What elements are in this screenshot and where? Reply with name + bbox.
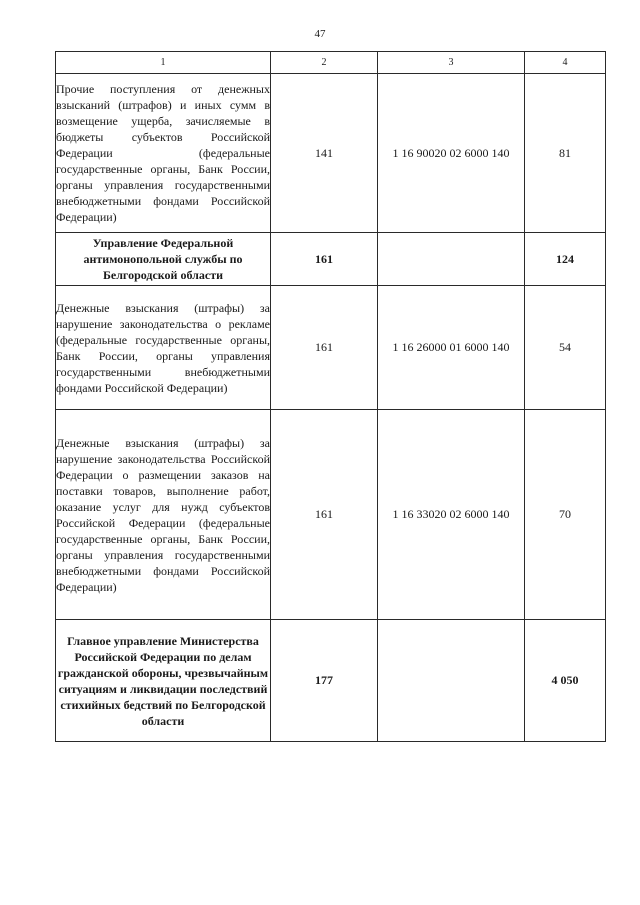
page-number: 47 [314, 28, 326, 40]
row-kbk [378, 233, 525, 286]
table-row-section [56, 620, 606, 742]
row-kbk [378, 620, 525, 742]
column-header-4: 4 [525, 52, 606, 74]
table-row [56, 410, 606, 620]
revenue-table [55, 51, 606, 742]
row-amount: 81 [525, 74, 606, 233]
row-admin-code: 161 [271, 233, 378, 286]
row-name: Денежные взыскания (штрафы) за нарушение законодательства Российской Федерации о размещении заказов на поставки товаров, выполнение работ, оказание услуг для нужд субъектов Российской Федерации (федеральные государственные органы, Банк России, органы управления государственными внебюджетными фондами Российской Федерации) [56, 410, 271, 620]
row-amount: 70 [525, 410, 606, 620]
table-row [56, 74, 606, 233]
header-row [56, 52, 606, 74]
row-amount: 124 [525, 233, 606, 286]
row-name: Прочие поступления от денежных взысканий (штрафов) и иных сумм в возмещение ущерба, зачисляемые в бюджеты субъектов Российской Федерации (федеральные государственные органы, Банк России, органы управления государственными внебюджетными фондами Российской Федерации) [56, 74, 271, 233]
row-name: Управление Федеральной антимонопольной службы по Белгородской области [56, 233, 271, 286]
row-amount: 54 [525, 286, 606, 410]
column-header-1: 1 [56, 52, 271, 74]
table-header [56, 52, 606, 74]
row-admin-code: 161 [271, 286, 378, 410]
table-row [56, 286, 606, 410]
table-row-section [56, 233, 606, 286]
row-admin-code: 141 [271, 74, 378, 233]
row-kbk: 1 16 26000 01 6000 140 [378, 286, 525, 410]
row-kbk: 1 16 33020 02 6000 140 [378, 410, 525, 620]
table-body [56, 74, 606, 742]
column-header-2: 2 [271, 52, 378, 74]
row-amount: 4 050 [525, 620, 606, 742]
row-name: Главное управление Министерства Российской Федерации по делам гражданской обороны, чрезвычайным ситуациям и ликвидации последствий стихийных бедствий по Белгородской области [56, 620, 271, 742]
row-admin-code: 177 [271, 620, 378, 742]
row-admin-code: 161 [271, 410, 378, 620]
row-name: Денежные взыскания (штрафы) за нарушение законодательства о рекламе (федеральные государственные органы, Банк России, органы управления государственными внебюджетными фондами Российской Федерации) [56, 286, 271, 410]
column-header-3: 3 [378, 52, 525, 74]
row-kbk: 1 16 90020 02 6000 140 [378, 74, 525, 233]
